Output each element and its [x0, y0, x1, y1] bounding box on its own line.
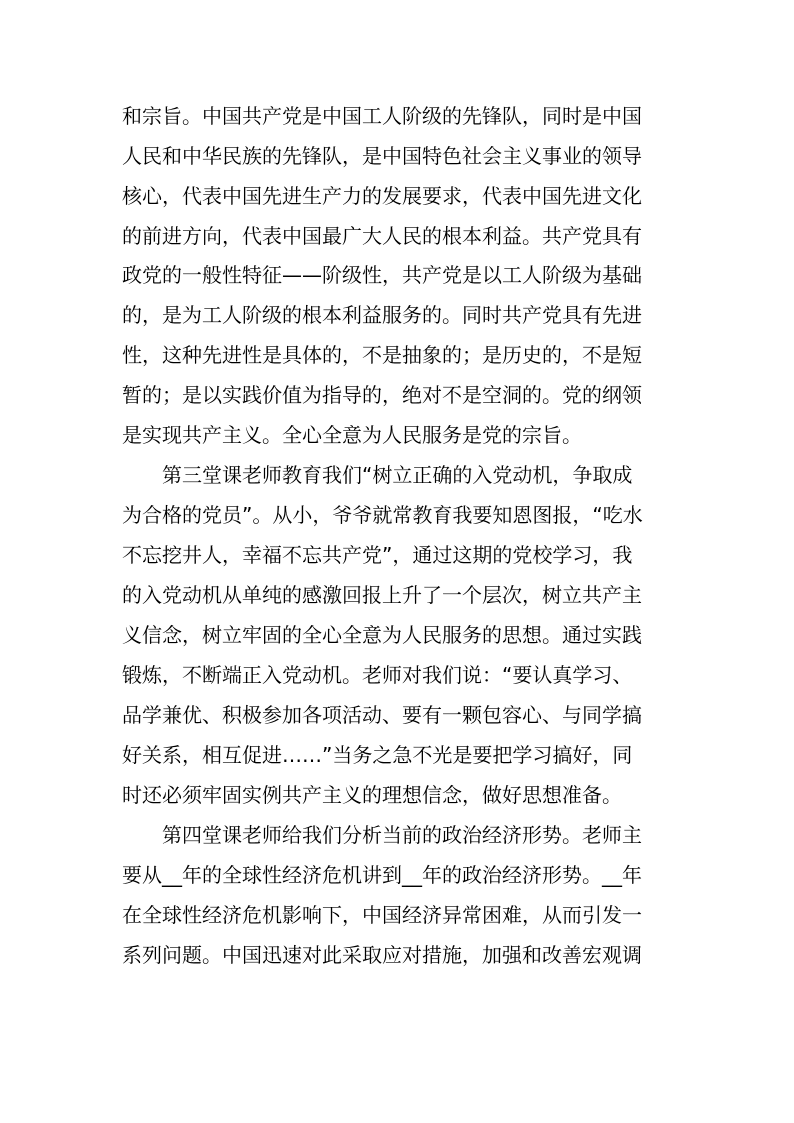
- text-line: 义信念，树立牢固的全心全意为人民服务的思想。通过实践: [122, 623, 642, 647]
- text-line-indent: 第三堂课老师教育我们“树立正确的入党动机，争取成: [162, 463, 633, 487]
- text-line: 锻炼，不断端正入党动机。老师对我们说：“要认真学习、: [122, 663, 633, 687]
- text-line: 品学兼优、积极参加各项活动、要有一颗包容心、与同学搞: [122, 703, 642, 727]
- text-line: 系列问题。中国迅速对此采取应对措施，加强和改善宏观调: [122, 943, 642, 967]
- text-line: 好关系，相互促进……”当务之急不光是要把学习搞好，同: [122, 743, 633, 767]
- text-line: 性，这种先进性是具体的，不是抽象的；是历史的，不是短: [122, 343, 642, 367]
- text-line: 为合格的党员”。从小，爷爷就常教育我要知恩图报，“吃水: [122, 503, 643, 527]
- text-line: 人民和中华民族的先锋队，是中国特色社会主义事业的领导: [122, 144, 642, 168]
- text-line: 不忘挖井人，幸福不忘共产党”，通过这期的党校学习，我: [122, 543, 633, 567]
- text-line: 和宗旨。中国共产党是中国工人阶级的先锋队，同时是中国: [122, 104, 642, 128]
- text-line: 在全球性经济危机影响下，中国经济异常困难，从而引发一: [122, 903, 642, 927]
- text-line: 政党的一般性特征——阶级性，共产党是以工人阶级为基础: [122, 263, 642, 287]
- text-line: 要从__年的全球性经济危机讲到__年的政治经济形势。__年: [122, 863, 642, 887]
- text-line-indent: 第四堂课老师给我们分析当前的政治经济形势。老师主: [162, 823, 642, 847]
- text-line: 的，是为工人阶级的根本利益服务的。同时共产党具有先进: [122, 303, 642, 327]
- text-line: 暂的；是以实践价值为指导的，绝对不是空洞的。党的纲领: [122, 383, 642, 407]
- text-line: 的入党动机从单纯的感激回报上升了一个层次，树立共产主: [122, 583, 642, 607]
- text-line: 是实现共产主义。全心全意为人民服务是党的宗旨。: [122, 423, 582, 447]
- text-line: 时还必须牢固实例共产主义的理想信念，做好思想准备。: [122, 783, 622, 807]
- text-line: 的前进方向，代表中国最广大人民的根本利益。共产党具有: [122, 224, 642, 248]
- text-line: 核心，代表中国先进生产力的发展要求，代表中国先进文化: [122, 184, 642, 208]
